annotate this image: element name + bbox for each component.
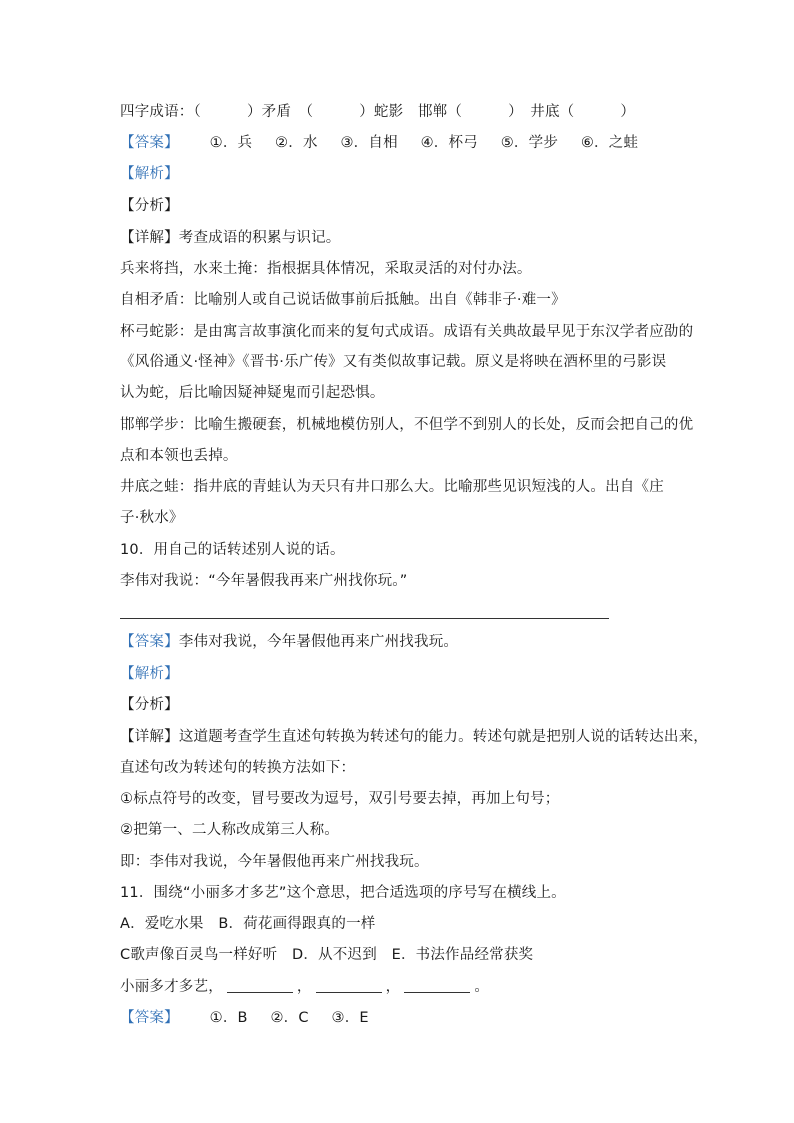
answer-10 xyxy=(120,632,458,652)
question-11-options: C歌声像百灵鸟一样好听 D．从不迟到 E．书法作品经常获奖 xyxy=(120,947,534,963)
answer-item: ④．杯弓 xyxy=(420,135,478,151)
explanation-line: ②把第一、二人称改成第三人称。 xyxy=(120,822,339,838)
question-11-fill: 小丽多才多艺， ， ， 。 xyxy=(120,979,490,995)
explanation-line: ①标点符号的改变，冒号要改为逗号，双引号要去掉，再加上句号； xyxy=(120,791,560,807)
detail-text: 【详解】考查成语的积累与识记。 xyxy=(120,230,341,246)
answer-item: ⑥．之蛙 xyxy=(580,135,639,151)
explanation-line: 井底之蛙：指井底的青蛙认为天只有井口那么大。比喻那些见识短浅的人。出自《庄 xyxy=(120,479,664,495)
detail-text: 【详解】这道题考查学生直述句转换为转述句的能力。转述句就是把别人说的话转达出来， xyxy=(120,729,709,745)
explanation-line: 直述句改为转述句的转换方法如下： xyxy=(120,760,356,776)
fill-blank[interactable] xyxy=(227,978,293,993)
answer-tag: 【答案】 xyxy=(120,634,179,650)
answer-9 xyxy=(120,133,638,153)
explanation-line: 杯弓蛇影：是由寓言故事演化而来的复句式成语。成语有关典故最早见于东汉学者应劭的 xyxy=(120,324,694,340)
fill-blank[interactable] xyxy=(316,978,382,993)
fenxi-tag: 【分析】 xyxy=(120,697,179,713)
explanation-line: 邯郸学步：比喻生搬硬套，机械地模仿别人，不但学不到别人的长处，反而会把自己的优 xyxy=(120,417,694,433)
idiom-question: 四字成语：（ ）矛盾 （ ）蛇影 邯郸（ ） 井底（ ） xyxy=(120,104,636,120)
explanation-line: 《风俗通义·怪神》《晋书·乐广传》又有类似故事记载。原义是将映在酒杯里的弓影误 xyxy=(120,354,667,370)
answer-item: ①．B xyxy=(209,1010,248,1026)
answer-tag: 【答案】 xyxy=(120,1010,179,1026)
answer-item: ①．兵 xyxy=(209,135,253,151)
explanation-line: 自相矛盾：比喻别人或自己说话做事前后抵触。出自《韩非子·难一》 xyxy=(120,292,566,308)
explanation-line: 点和本领也丢掉。 xyxy=(120,448,238,464)
answer-item: ③．E xyxy=(331,1010,369,1026)
answer-line xyxy=(120,618,609,619)
answer-11 xyxy=(120,1008,369,1028)
fill-blank[interactable] xyxy=(404,978,470,993)
answer-item: ⑤．学步 xyxy=(500,135,559,151)
answer-item: ②．C xyxy=(270,1010,309,1026)
question-10-title: 10．用自己的话转述别人说的话。 xyxy=(120,542,345,558)
explanation-line: 即：李伟对我说，今年暑假他再来广州找我玩。 xyxy=(120,854,429,870)
question-10-prompt: 李伟对我说：“今年暑假我再来广州找你玩。” xyxy=(120,573,408,589)
question-11-options: A．爱吃水果 B．荷花画得跟真的一样 xyxy=(120,916,376,932)
explanation-line: 认为蛇，后比喻因疑神疑鬼而引起恐惧。 xyxy=(120,385,385,401)
answer-tag: 【答案】 xyxy=(120,135,179,151)
answer-text: 李伟对我说，今年暑假他再来广州找我玩。 xyxy=(178,634,459,650)
fenxi-tag: 【分析】 xyxy=(120,198,179,214)
analysis-tag: 【解析】 xyxy=(120,166,179,182)
answer-item: ③．自相 xyxy=(340,135,398,151)
explanation-line: 兵来将挡，水来土掩：指根据具体情况，采取灵活的对付办法。 xyxy=(120,261,532,277)
detail-tag: 【详解】 xyxy=(120,729,179,745)
analysis-tag: 【解析】 xyxy=(120,666,179,682)
explanation-line: 子·秋水》 xyxy=(120,510,184,526)
answer-item: ②．水 xyxy=(275,135,318,151)
question-11-title: 11．围绕“小丽多才多艺”这个意思，把合适选项的序号写在横线上。 xyxy=(120,885,566,901)
